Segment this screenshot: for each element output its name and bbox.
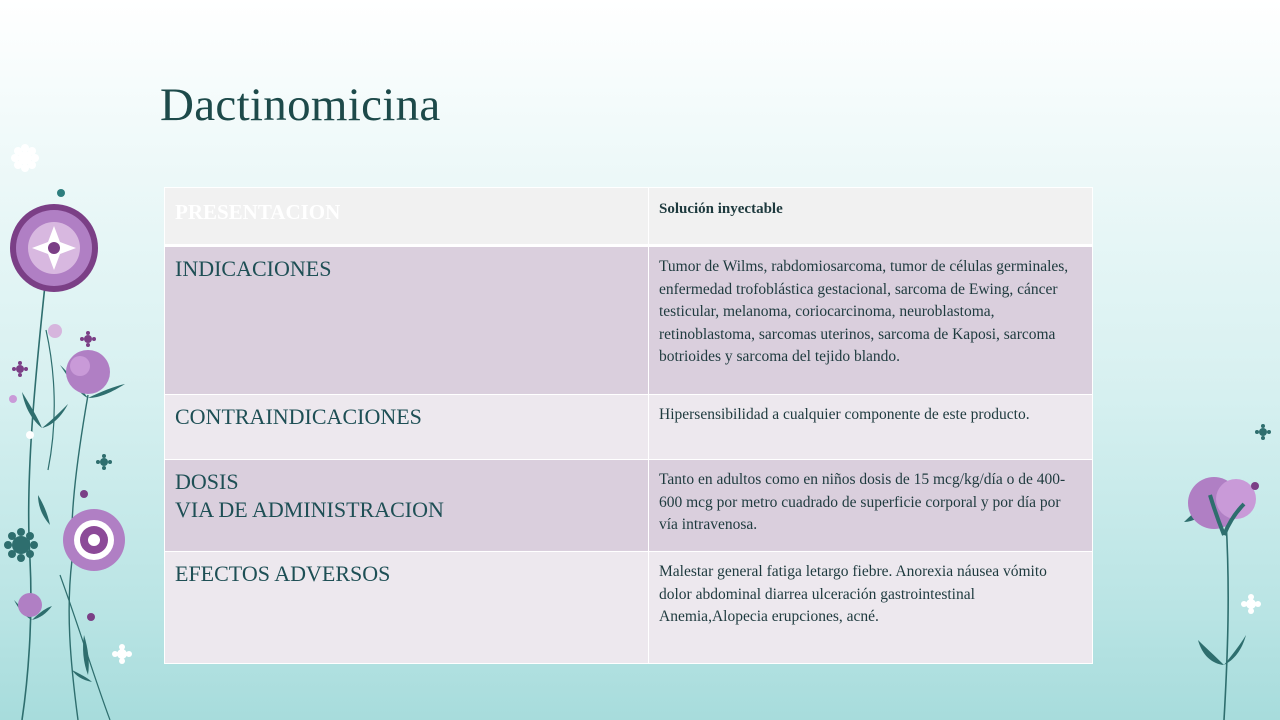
left-flower-vine-illustration — [0, 0, 140, 720]
table-row-presentacion — [165, 188, 1093, 246]
row-value: Hipersensibilidad a cualquier componente de este producto. — [649, 395, 1093, 460]
row-value: Malestar general fatiga letargo fiebre. Anorexia náusea vómito dolor abdominal diarrea ulceración gastrointestinal Anemia,Alopecia erupciones, acné. — [649, 552, 1093, 664]
table-row-contraindicaciones — [165, 395, 1093, 460]
row-value: Tumor de Wilms, rabdomiosarcoma, tumor de células germinales, enfermedad trofoblástica gestacional, sarcoma de Ewing, cáncer testicular, melanoma, coriocarcinoma, neuroblastoma, retinoblastoma, sarcomas uterinos, sarcoma de Kaposi, sarcoma botrioides y sarcoma del tejido blando. — [649, 246, 1093, 395]
drug-info-table — [164, 187, 1093, 664]
row-label: PRESENTACION — [165, 188, 649, 246]
table-row-efectos-adversos — [165, 552, 1093, 664]
row-value: Tanto en adultos como en niños dosis de 15 mcg/kg/día o de 400-600 mcg por metro cuadrado de superficie corporal y por día por vía intravenosa. — [649, 460, 1093, 552]
table-row-dosis — [165, 460, 1093, 552]
slide-title: Dactinomicina — [160, 79, 441, 131]
table-row-indicaciones — [165, 246, 1093, 395]
row-label: CONTRAINDICACIONES — [165, 395, 649, 460]
row-value: Solución inyectable — [649, 188, 1093, 246]
right-flower-vine-illustration — [1180, 0, 1280, 720]
row-label: EFECTOS ADVERSOS — [165, 552, 649, 664]
row-label: INDICACIONES — [165, 246, 649, 395]
row-label: DOSIS VIA DE ADMINISTRACION — [165, 460, 649, 552]
